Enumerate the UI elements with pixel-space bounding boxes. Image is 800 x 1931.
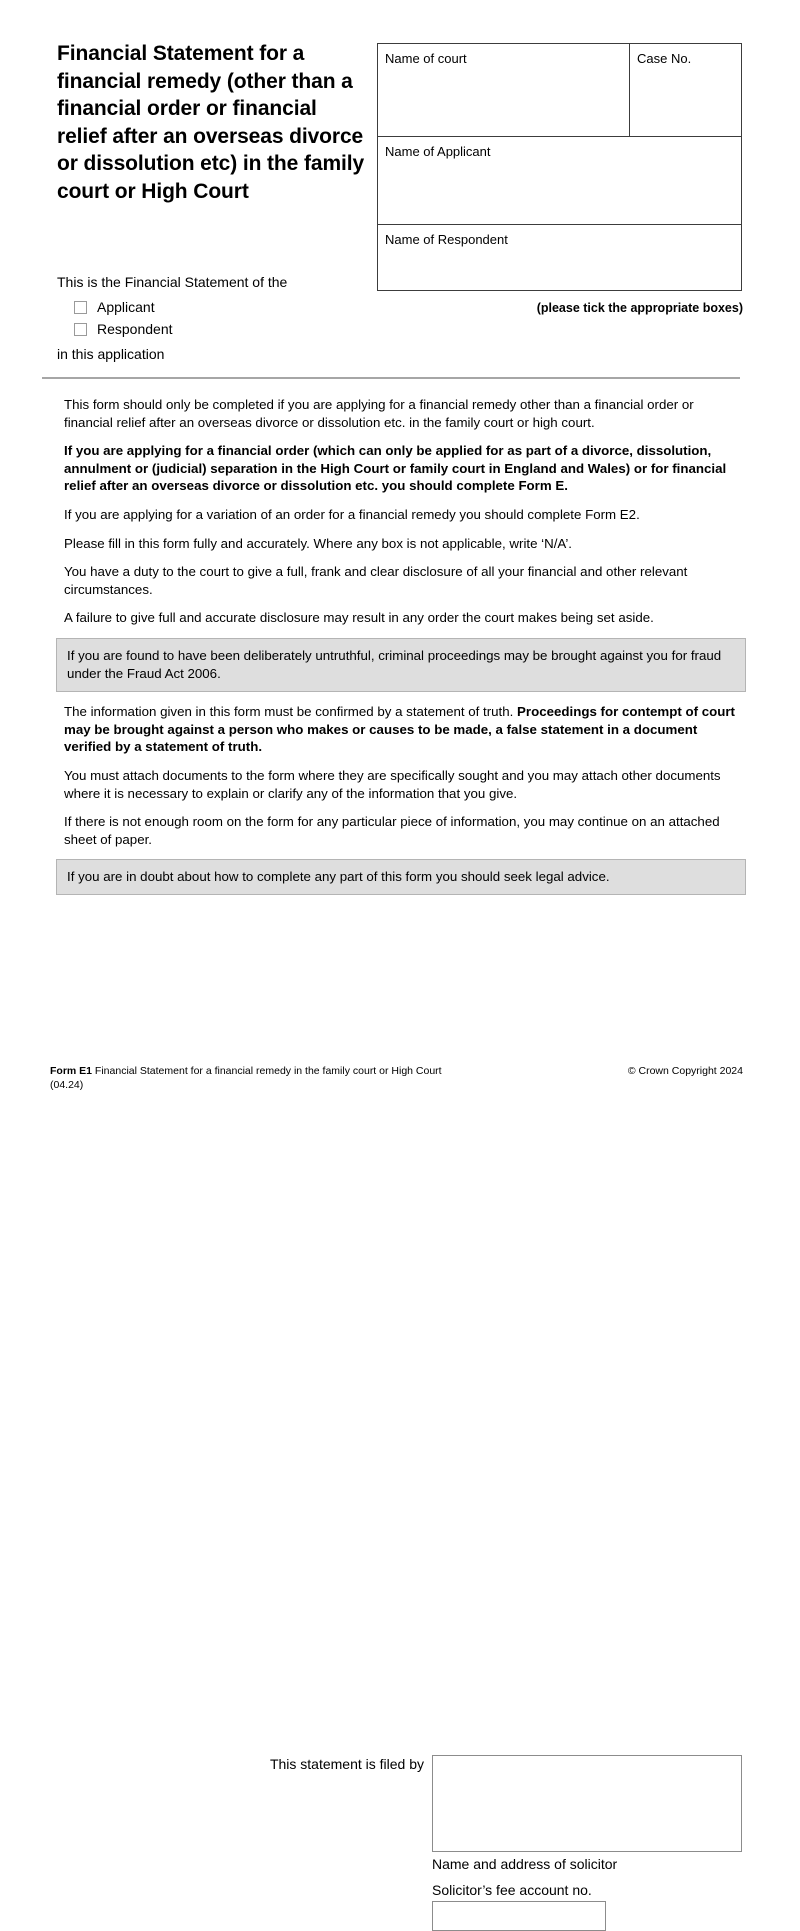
table-row-respondent (378, 225, 741, 290)
name-of-applicant-field[interactable] (378, 137, 741, 224)
footer-form-code: Form E1 (50, 1065, 93, 1077)
checkbox-respondent[interactable] (74, 323, 87, 336)
option-applicant[interactable] (74, 296, 334, 318)
name-of-respondent-field[interactable] (378, 225, 741, 290)
statement-of-truth-text-normal: The information given in this form must be confirmed by a statement of truth. (64, 704, 518, 720)
fraud-warning-notice: If you are found to have been deliberately untruthful, criminal proceedings may be brought against you for fraud under the Fraud Act 2006. (56, 638, 746, 692)
legal-advice-notice: If you are in doubt about how to complete any part of this form you should seek legal advice. (56, 859, 746, 895)
instruction-paragraph-1: This form should only be completed if you are applying for a financial remedy other than a financial order or financial relief after an overseas divorce or dissolution etc. in the family court or high court. (64, 397, 694, 430)
instruction-paragraph-2: If you are applying for a financial order (which can only be applied for as part of a divorce, dissolution, annulment or (judicial) separation in the High Court or family court in England and Wales) or for financial relief after an overseas divorce or dissolution etc. you should complete Form E. (64, 443, 727, 494)
court-details-table (377, 43, 742, 291)
table-row-court-case (378, 44, 741, 137)
table-row-applicant (378, 137, 741, 225)
party-selection-suffix: in this application (57, 346, 165, 362)
form-header (0, 0, 800, 378)
instruction-paragraph-8: You must attach documents to the form where they are specifically sought and you may attach other documents where it is necessary to explain or clarify any of the information that you give. (64, 767, 721, 801)
instruction-paragraph-9: If there is not enough room on the form for any particular piece of information, you may continue on an attached sheet of paper. (64, 814, 720, 847)
option-respondent-label: Respondent (97, 321, 173, 337)
instruction-paragraph-7 (64, 703, 738, 756)
name-of-court-field[interactable] (378, 44, 630, 136)
option-applicant-label: Applicant (97, 299, 155, 315)
footer-copyright: © Crown Copyright 2024 (627, 1065, 743, 1077)
case-no-label: Case No. (637, 51, 692, 66)
page-title: Financial Statement for a financial remedy (other than a financial order or financial relief after an overseas divorce or dissolution etc) in the family court or High Court (57, 42, 365, 203)
solicitor-name-address-label: Name and address of solicitor (432, 1856, 618, 1872)
checkbox-applicant[interactable] (74, 301, 87, 314)
footer-form-reference (50, 1064, 470, 1092)
filed-by-label: This statement is filed by (269, 1756, 424, 1772)
instruction-paragraph-4: Please fill in this form fully and accurately. Where any box is not applicable, write ‘N/A’. (64, 535, 572, 551)
fee-account-label: Solicitor’s fee account no. (432, 1882, 592, 1898)
name-of-court-label: Name of court (385, 51, 467, 66)
header-divider (42, 377, 740, 379)
party-selection-options (74, 296, 334, 340)
tick-instruction-note: (please tick the appropriate boxes) (536, 301, 743, 315)
footer-form-description: Financial Statement for a financial remedy in the family court or High Court (04.24) (50, 1065, 442, 1091)
instruction-paragraph-6: A failure to give full and accurate disclosure may result in any order the court makes being set aside. (64, 610, 654, 626)
fee-account-input[interactable] (432, 1901, 606, 1931)
party-selection-intro: This is the Financial Statement of the (57, 274, 288, 290)
form-footer (0, 1064, 800, 1114)
form-instructions (64, 396, 738, 906)
instruction-paragraph-3: If you are applying for a variation of an order for a financial remedy you should complete Form E2. (64, 506, 640, 522)
name-of-respondent-label: Name of Respondent (385, 232, 508, 247)
option-respondent[interactable] (74, 318, 334, 340)
case-no-field[interactable] (630, 44, 741, 136)
instruction-paragraph-5: You have a duty to the court to give a full, frank and clear disclosure of all your financial and other relevant circumstances. (64, 564, 688, 597)
solicitor-details-input[interactable] (432, 1755, 742, 1852)
statement-of-truth-text-bold: Proceedings for contempt of court may be brought against a person who makes or causes to be made, a false statement in a document verified by a statement of truth. (64, 704, 735, 755)
name-of-applicant-label: Name of Applicant (385, 144, 491, 159)
